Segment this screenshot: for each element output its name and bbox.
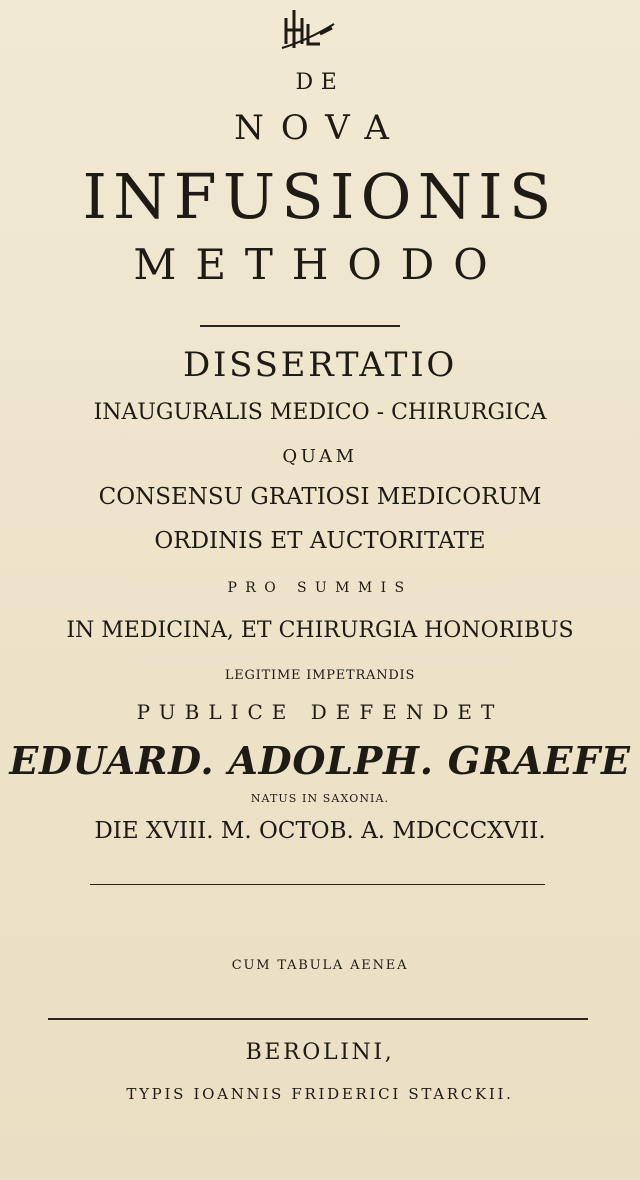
- divider-1: [200, 325, 400, 327]
- divider-3: [48, 1018, 588, 1020]
- date: DIE XVIII. M. OCTOB. A. MDCCCXVII.: [94, 818, 546, 844]
- author: EDUARD. ADOLPH. GRAEFE: [9, 738, 631, 783]
- publice: PUBLICE DEFENDET: [136, 700, 504, 724]
- printer-mark-icon: [268, 4, 348, 54]
- consensu: CONSENSU GRATIOSI MEDICORUM: [98, 484, 542, 510]
- title-methodo: METHODO: [133, 240, 507, 289]
- inauguralis: INAUGURALIS MEDICO - CHIRURGICA: [93, 400, 547, 425]
- imprint-place: BEROLINI,: [245, 1040, 395, 1065]
- imprint-printer: TYPIS IOANNIS FRIDERICI STARCKII.: [126, 1085, 514, 1103]
- in-medicina: IN MEDICINA, ET CHIRURGIA HONORIBUS: [66, 618, 574, 643]
- title-nova: NOVA: [234, 108, 406, 148]
- pro-summis: PRO SUMMIS: [227, 580, 413, 596]
- title-de: DE: [295, 70, 345, 95]
- cum-tabula: CUM TABULA AENEA: [231, 958, 409, 973]
- legitime: LEGITIME IMPETRANDIS: [224, 668, 416, 683]
- natus: NATUS IN SAXONIA.: [250, 792, 390, 805]
- divider-2: [90, 884, 545, 885]
- title-infusionis: INFUSIONIS: [82, 160, 558, 233]
- ordinis: ORDINIS ET AUCTORITATE: [154, 528, 486, 554]
- dissertatio: DISSERTATIO: [183, 345, 457, 385]
- quam: QUAM: [282, 446, 358, 467]
